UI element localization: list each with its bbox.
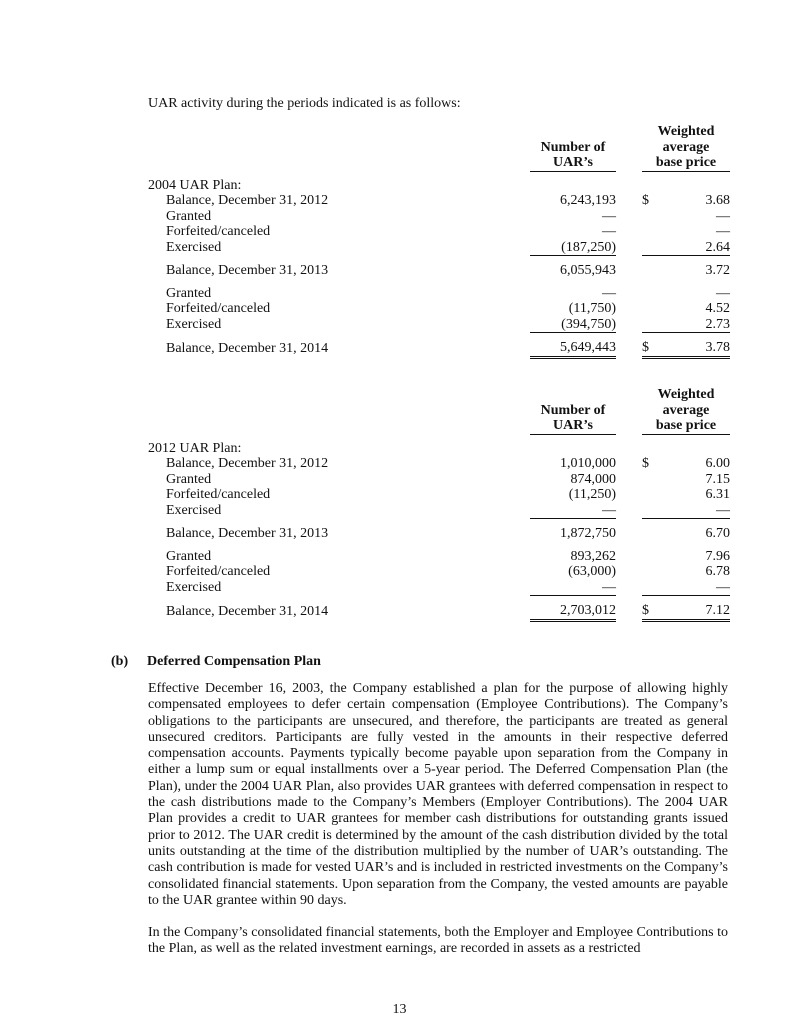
table-row: Forfeited/canceled (11,750) 4.52: [166, 301, 730, 316]
table-row: Balance, December 31, 2012 1,010,000 $ 6.00: [166, 456, 730, 471]
page-number: 13: [392, 1002, 407, 1017]
plan-title: 2012 UAR Plan:: [148, 440, 242, 456]
table-row: Exercised (187,250) 2.64: [166, 239, 730, 255]
table-row: Forfeited/canceled — —: [166, 224, 730, 239]
table-row: Granted — —: [166, 285, 730, 301]
section-heading: [111, 654, 321, 670]
header-number-of-uars: Number of UAR’s: [530, 124, 616, 171]
table-row: Balance, December 31, 2014 5,649,443 $ 3.78: [148, 333, 730, 358]
paragraph-deferred-compensation: Effective December 16, 2003, the Company established a plan for the purpose of allowing highly compensated employees to defer certain compensation (Employee Contributions). The Company’s obligations to the participants are unsecured, and therefore, the participants are treated as general unsecured creditors. Participants are fully vested in the amounts in their respective deferred compensation accounts. Payments typically become payable upon separation from the Company in either a lump sum or equal installments over a 5-year period. The Deferred Compensation Plan (the Plan), under the 2004 UAR Plan, also provides UAR grantees with deferred compensation in respect to the cash distributions made to the Company’s Members (Employer Contributions). The 2004 UAR Plan provides a credit to UAR grantees for member cash distributions for outstanding grants issued prior to 2012. The UAR credit is determined by the amount of the cash distribution divided by the total units outstanding at the time of the distribution multiplied by the number of UAR’s outstanding. The cash contribution is made for vested UAR’s and is included in restricted investments on the Company’s consolidated financial statements. Upon separation from the Company, the vested amounts are payable to the UAR grantee within 90 days.: [148, 681, 728, 908]
table-header-row: [148, 387, 730, 434]
section-letter: (b): [111, 654, 129, 669]
header-weighted-average-base-price: Weighted average base price: [642, 387, 730, 434]
table-row: Forfeited/canceled (11,250) 6.31: [166, 487, 730, 502]
paragraph-financial-statements: In the Company’s consolidated financial statements, both the Employer and Employee Contributions to the Plan, as well as the related investment earnings, are recorded in assets as a restricted: [148, 925, 728, 957]
plan-title: 2004 UAR Plan:: [148, 177, 242, 193]
uar-table-2004: [148, 124, 730, 359]
table-row: Exercised — —: [166, 502, 730, 518]
table-row: Balance, December 31, 2013 6,055,943 3.72: [166, 262, 730, 278]
table-row: Balance, December 31, 2014 2,703,012 $ 7.12: [148, 596, 730, 621]
header-number-of-uars: Number of UAR’s: [530, 387, 616, 434]
table-row: Exercised (394,750) 2.73: [166, 316, 730, 332]
table-row: Granted 893,262 7.96: [166, 548, 730, 564]
section-title: Deferred Compensation Plan: [147, 654, 321, 669]
table-row: Granted 874,000 7.15: [166, 471, 730, 487]
table-row: Granted — —: [166, 208, 730, 224]
table-row: Balance, December 31, 2012 6,243,193 $ 3.68: [166, 193, 730, 208]
header-weighted-average-base-price: Weighted average base price: [642, 124, 730, 171]
uar-table-2012: [148, 387, 730, 622]
table-row: Balance, December 31, 2013 1,872,750 6.70: [166, 525, 730, 541]
table-row: Forfeited/canceled (63,000) 6.78: [166, 564, 730, 579]
table-header-row: [148, 124, 730, 171]
table-row: Exercised — —: [166, 579, 730, 595]
intro-text: UAR activity during the periods indicated is as follows:: [148, 96, 461, 111]
